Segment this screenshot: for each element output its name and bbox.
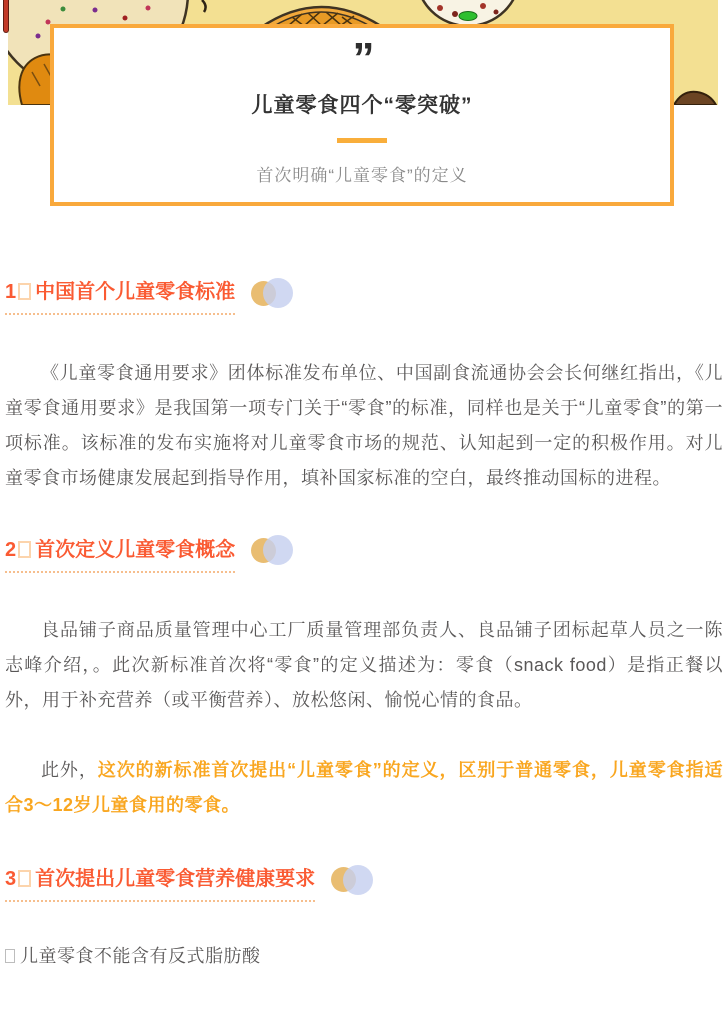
section-heading-2-text — [5, 537, 235, 573]
paragraph-3-highlight: 这次的新标准首次提出“儿童零食”的定义，区别于普通零食，儿童零食指适合3～12岁儿童食用的零食。 — [5, 759, 724, 815]
section-title: 首次定义儿童零食概念 — [35, 538, 236, 561]
section-heading-3 — [5, 865, 723, 902]
blue-circle-icon — [343, 865, 373, 895]
article-content — [0, 278, 728, 974]
chip-cookie-icon — [416, 0, 520, 26]
missing-glyph-box — [18, 541, 31, 558]
card-subtitle: 首次明确“儿童零食”的定义 — [256, 166, 468, 185]
cropped-illustration-sliver — [3, 0, 9, 33]
blue-circle-icon — [263, 278, 293, 308]
missing-glyph-box — [18, 283, 31, 300]
section-number: 3 — [5, 867, 17, 890]
paragraph-3 — [5, 753, 723, 823]
quote-card — [50, 24, 674, 206]
card-title: 儿童零食四个“零突破” — [251, 94, 473, 117]
section-heading-1 — [5, 278, 723, 315]
stem-icon — [202, 0, 206, 12]
paragraph-4 — [5, 939, 723, 974]
paragraph-3-prefix: 此外， — [41, 759, 98, 780]
quote-mark-icon: ” — [352, 34, 372, 83]
decor-circles — [251, 535, 293, 565]
section-title: 中国首个儿童零食标准 — [35, 281, 236, 304]
missing-glyph-bullet — [5, 949, 15, 963]
section-heading-2 — [5, 535, 723, 572]
crumb-icon — [674, 92, 716, 105]
section-title: 首次提出儿童零食营养健康要求 — [35, 867, 316, 890]
paragraph-4-text: 儿童零食不能含有反式脂肪酸 — [20, 945, 261, 966]
card-divider — [337, 138, 387, 143]
blue-circle-icon — [263, 535, 293, 565]
hero-section — [0, 0, 728, 278]
section-heading-1-text — [5, 279, 235, 315]
decor-circles — [251, 278, 293, 308]
paragraph-1: 《儿童零食通用要求》团体标准发布单位、中国副食流通协会会长何继红指出，《儿童零食通用要求》是我国第一项专门关于“零食”的标准，同样也是关于“儿童零食”的第一项标准。该标准的发布实施将对儿童零食市场的规范、认知起到一定的积极作用。对儿童零食市场健康发展起到指导作用，填补国家标准的空白，最终推动国标的进程。 — [5, 363, 723, 489]
section-number: 1 — [5, 281, 17, 304]
missing-glyph-box — [18, 870, 31, 887]
decor-circles — [331, 865, 373, 895]
section-heading-3-text — [5, 866, 315, 902]
section-number: 2 — [5, 538, 17, 561]
paragraph-2: 良品铺子商品质量管理中心工厂质量管理部负责人、良品铺子团标起草人员之一陈志峰介绍，。此次新标准首次将“零食”的定义描述为：零食（snack food）是指正餐以外，用于补充营养（或平衡营养）、放松悠闲、愉悦心情的食品。 — [5, 619, 723, 710]
